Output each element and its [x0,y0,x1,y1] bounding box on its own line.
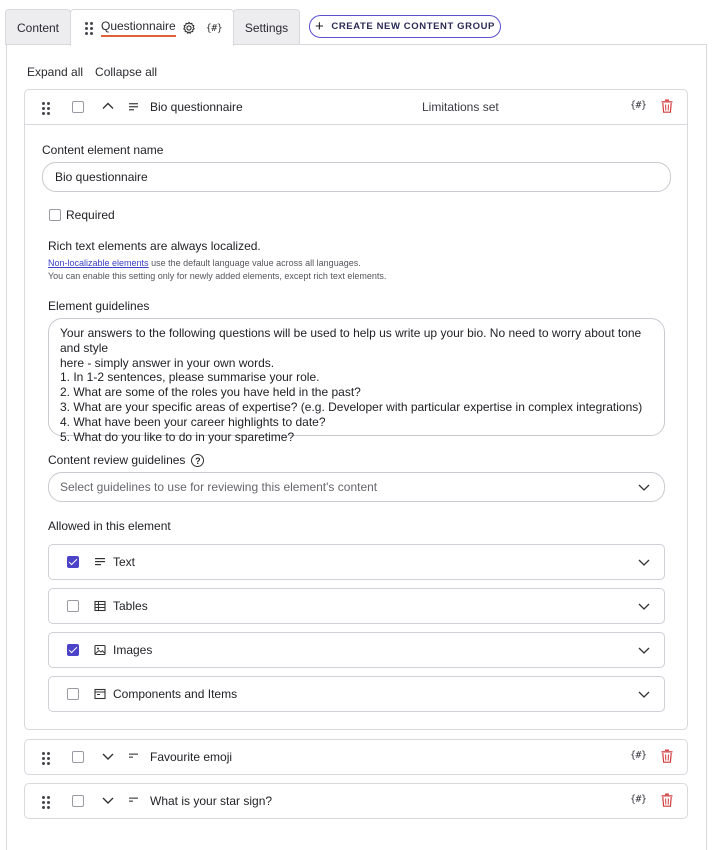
required-label: Required [66,208,115,222]
element-card-bio [24,89,688,730]
allowed-components-checkbox[interactable] [67,688,79,700]
element-card-emoji [24,739,688,775]
allowed-text-label: Text [113,555,136,569]
gear-icon[interactable] [182,21,196,35]
guidelines-line: Your answers to the following questions will be used to help us write up your bio. No need to worry about tone and style [60,326,645,355]
allowed-images-checkbox[interactable] [67,644,79,656]
plus-icon: + [315,18,325,35]
allowed-images-label: Images [113,643,153,657]
collapse-all-button[interactable]: Collapse all [95,65,158,79]
variables-icon[interactable]: {#} [205,22,223,34]
element-name-input[interactable] [42,162,671,192]
table-icon [94,600,106,612]
text-lines-icon [94,556,106,568]
localized-note: Rich text elements are always localized. [48,239,261,253]
drag-handle-icon[interactable] [42,102,50,115]
element-name-value: Bio questionnaire [55,170,148,184]
guidelines-line: 3. What are your specific areas of expertise? (e.g. Developer with particular expertise in complex integrations) [60,399,643,414]
tab-content-label: Content [16,20,60,35]
chevron-down-icon[interactable] [101,749,115,763]
element-card-header[interactable] [25,90,687,124]
allowed-images-row[interactable] [48,632,665,668]
allowed-text-checkbox[interactable] [67,556,79,568]
tab-questionnaire[interactable] [70,9,234,46]
text-type-icon [128,795,139,806]
tab-drag-handle-icon[interactable] [85,22,93,35]
element-select-checkbox[interactable] [72,795,84,807]
create-content-group-label: CREATE NEW CONTENT GROUP [331,21,495,32]
text-type-icon [128,751,139,762]
guidelines-textarea[interactable] [48,318,665,444]
chevron-up-icon[interactable] [101,99,115,113]
element-card-body [25,124,687,730]
expand-all-button[interactable]: Expand all [27,65,84,79]
drag-handle-icon[interactable] [42,796,50,809]
element-select-checkbox[interactable] [72,101,84,113]
review-guidelines-select[interactable] [48,472,665,502]
required-checkbox[interactable] [49,209,61,221]
tab-settings[interactable] [233,9,300,45]
drag-handle-icon[interactable] [42,752,50,765]
image-icon [94,644,106,656]
element-card-header[interactable] [25,784,687,818]
element-card-star-sign [24,783,688,819]
allowed-label: Allowed in this element [48,519,171,533]
tab-bar [0,0,713,45]
nonlocal-note [48,258,361,268]
nonlocal-note-2: You can enable this setting only for newly added elements, except rich text elements. [48,271,387,281]
trash-icon[interactable] [661,793,673,807]
chevron-down-icon[interactable] [638,645,650,655]
allowed-tables-checkbox[interactable] [67,600,79,612]
expand-collapse-controls [27,65,157,79]
element-card-header[interactable] [25,740,687,774]
review-label: Content review guidelines [48,453,186,467]
review-label-row [48,453,204,467]
tab-settings-label: Settings [244,20,289,35]
guidelines-label: Element guidelines [48,299,150,313]
nonlocal-text: use the default language value across all languages. [148,258,361,268]
element-select-checkbox[interactable] [72,751,84,763]
allowed-tables-row[interactable] [48,588,665,624]
guidelines-line: here - simply answer in your own words. [60,355,275,370]
element-title: Bio questionnaire [150,100,243,114]
chevron-down-icon[interactable] [638,601,650,611]
guidelines-line: 2. What are some of the roles you have held in the past? [60,385,361,400]
variables-icon[interactable]: {#} [630,794,647,805]
guidelines-line: 5. What do you like to do in your sparetime? [60,429,295,444]
rich-text-type-icon [128,101,139,112]
create-content-group-button[interactable] [309,15,501,38]
element-title: Favourite emoji [150,750,233,764]
guidelines-line: 4. What have been your career highlights to date? [60,414,326,429]
allowed-text-row[interactable] [48,544,665,580]
allowed-components-label: Components and Items [113,687,238,701]
help-icon[interactable]: ? [191,454,204,467]
allowed-tables-label: Tables [113,599,148,613]
review-placeholder: Select guidelines to use for reviewing this element's content [60,480,378,494]
trash-icon[interactable] [661,749,673,763]
variables-icon[interactable]: {#} [630,750,647,761]
chevron-down-icon[interactable] [638,689,650,699]
variables-icon[interactable]: {#} [630,100,647,111]
name-label: Content element name [42,143,164,157]
chevron-down-icon[interactable] [638,557,650,567]
tab-content[interactable] [5,9,71,45]
component-icon [94,688,106,700]
nonlocal-link[interactable]: Non-localizable elements [48,258,149,268]
chevron-down-icon [638,482,650,492]
trash-icon[interactable] [661,99,673,113]
allowed-components-row[interactable] [48,676,665,712]
chevron-down-icon[interactable] [101,793,115,807]
limitations-status: Limitations set [422,100,499,114]
guidelines-line: 1. In 1-2 sentences, please summarise your role. [60,370,320,385]
element-title: What is your star sign? [150,794,273,808]
tab-questionnaire-label: Questionnaire [101,19,176,37]
